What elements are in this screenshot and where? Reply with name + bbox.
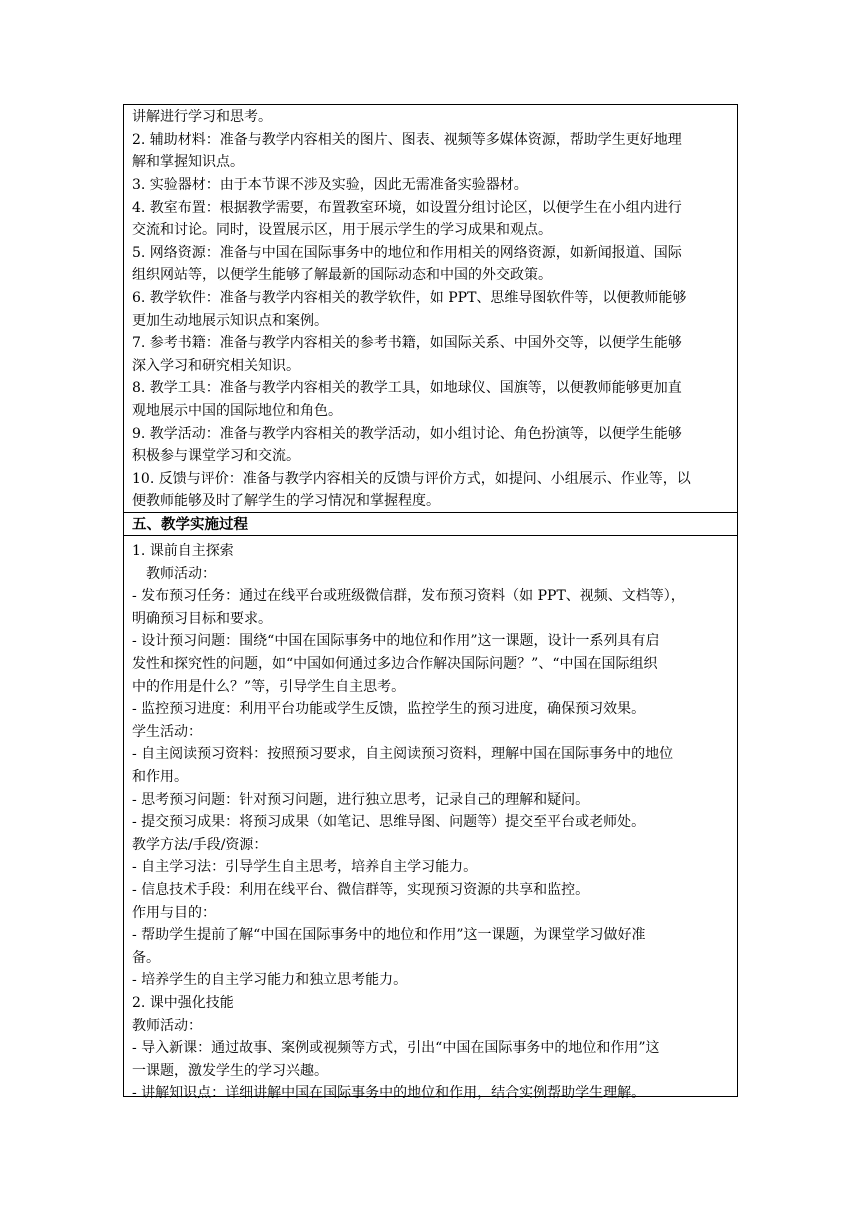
text-line: 作用与目的： <box>132 905 216 921</box>
text-line: 备。 <box>132 950 160 966</box>
text-line: - 发布预习任务：通过在线平台或班级微信群，发布预习资料（如 PPT、视频、文档等）， <box>132 588 685 604</box>
text-line: 便教师能够及时了解学生的学习情况和掌握程度。 <box>132 493 440 509</box>
text-line: 2. 辅助材料：准备与教学内容相关的图片、图表、视频等多媒体资源，帮助学生更好地理 <box>132 132 682 148</box>
preparation-cell <box>124 105 737 512</box>
text-line: - 信息技术手段：利用在线平台、微信群等，实现预习资源的共享和监控。 <box>132 882 590 898</box>
text-line: 更加生动地展示知识点和案例。 <box>132 313 328 329</box>
text-line: - 思考预习问题：针对预习问题，进行独立思考，记录自己的理解和疑问。 <box>132 792 590 808</box>
text-line: 4. 教室布置：根据教学需要，布置教室环境，如设置分组讨论区，以便学生在小组内进行 <box>132 200 682 216</box>
text-line: 7. 参考书籍：准备与教学内容相关的参考书籍，如国际关系、中国外交等，以便学生能够 <box>132 335 682 351</box>
text-line: 讲解进行学习和思考。 <box>132 109 272 125</box>
text-line: - 提交预习成果：将预习成果（如笔记、思维导图、问题等）提交至平台或老师处。 <box>132 814 646 830</box>
text-line: 积极参与课堂学习和交流。 <box>132 448 300 464</box>
text-line: 明确预习目标和要求。 <box>132 611 272 627</box>
section-heading-cell <box>124 512 737 536</box>
text-line: 10. 反馈与评价：准备与教学内容相关的反馈与评价方式，如提问、小组展示、作业等，以 <box>132 471 691 487</box>
text-line: 深入学习和研究相关知识。 <box>132 358 300 374</box>
text-line: 观地展示中国的国际地位和角色。 <box>132 403 342 419</box>
text-line: - 自主阅读预习资料：按照预习要求，自主阅读预习资料，理解中国在国际事务中的地位 <box>132 746 674 762</box>
text-line: - 设计预习问题：围绕“中国在国际事务中的地位和作用”这一课题，设计一系列具有启 <box>132 633 660 649</box>
text-line: 8. 教学工具：准备与教学内容相关的教学工具，如地球仪、国旗等，以便教师能够更加直 <box>132 380 682 396</box>
text-line: 教师活动： <box>132 1018 202 1034</box>
text-line: 9. 教学活动：准备与教学内容相关的教学活动，如小组讨论、角色扮演等，以便学生能够 <box>132 426 682 442</box>
text-line: 教师活动： <box>146 566 216 582</box>
text-line: 一课题，激发学生的学习兴趣。 <box>132 1063 328 1079</box>
text-line: - 讲解知识点：详细讲解中国在国际事务中的地位和作用，结合实例帮助学生理解。 <box>132 1085 646 1101</box>
text-line: 和作用。 <box>132 769 188 785</box>
lesson-plan-table <box>123 104 738 1101</box>
text-line: 组织网站等，以便学生能够了解最新的国际动态和中国的外交政策。 <box>132 267 552 283</box>
text-line: 学生活动： <box>132 724 202 740</box>
text-line: 中的作用是什么？”等，引导学生自主思考。 <box>132 679 406 695</box>
text-line: 解和掌握知识点。 <box>132 154 244 170</box>
section-heading: 五、教学实施过程 <box>132 516 248 533</box>
text-line: 教学方法/手段/资源： <box>132 837 268 853</box>
text-line: 3. 实验器材：由于本节课不涉及实验，因此无需准备实验器材。 <box>132 177 528 193</box>
text-line: - 培养学生的自主学习能力和独立思考能力。 <box>132 972 408 988</box>
text-line: 5. 网络资源：准备与中国在国际事务中的地位和作用相关的网络资源，如新闻报道、国际 <box>132 245 682 261</box>
text-line: 1. 课前自主探索 <box>132 543 234 559</box>
text-line: 6. 教学软件：准备与教学内容相关的教学软件，如 PPT、思维导图软件等，以便教师能够 <box>132 290 687 306</box>
text-line: 2. 课中强化技能 <box>132 995 234 1011</box>
text-line: 交流和讨论。同时，设置展示区，用于展示学生的学习成果和观点。 <box>132 222 552 238</box>
text-line: - 自主学习法：引导学生自主思考，培养自主学习能力。 <box>132 859 478 875</box>
text-line: - 监控预习进度：利用平台功能或学生反馈，监控学生的预习进度，确保预习效果。 <box>132 701 646 717</box>
implementation-cell <box>124 536 737 1101</box>
text-line: - 帮助学生提前了解“中国在国际事务中的地位和作用”这一课题，为课堂学习做好准 <box>132 927 646 943</box>
text-line: - 导入新课：通过故事、案例或视频等方式，引出“中国在国际事务中的地位和作用”这 <box>132 1040 660 1056</box>
text-line: 发性和探究性的问题，如“中国如何通过多边合作解决国际问题？”、“中国在国际组织 <box>132 656 658 672</box>
